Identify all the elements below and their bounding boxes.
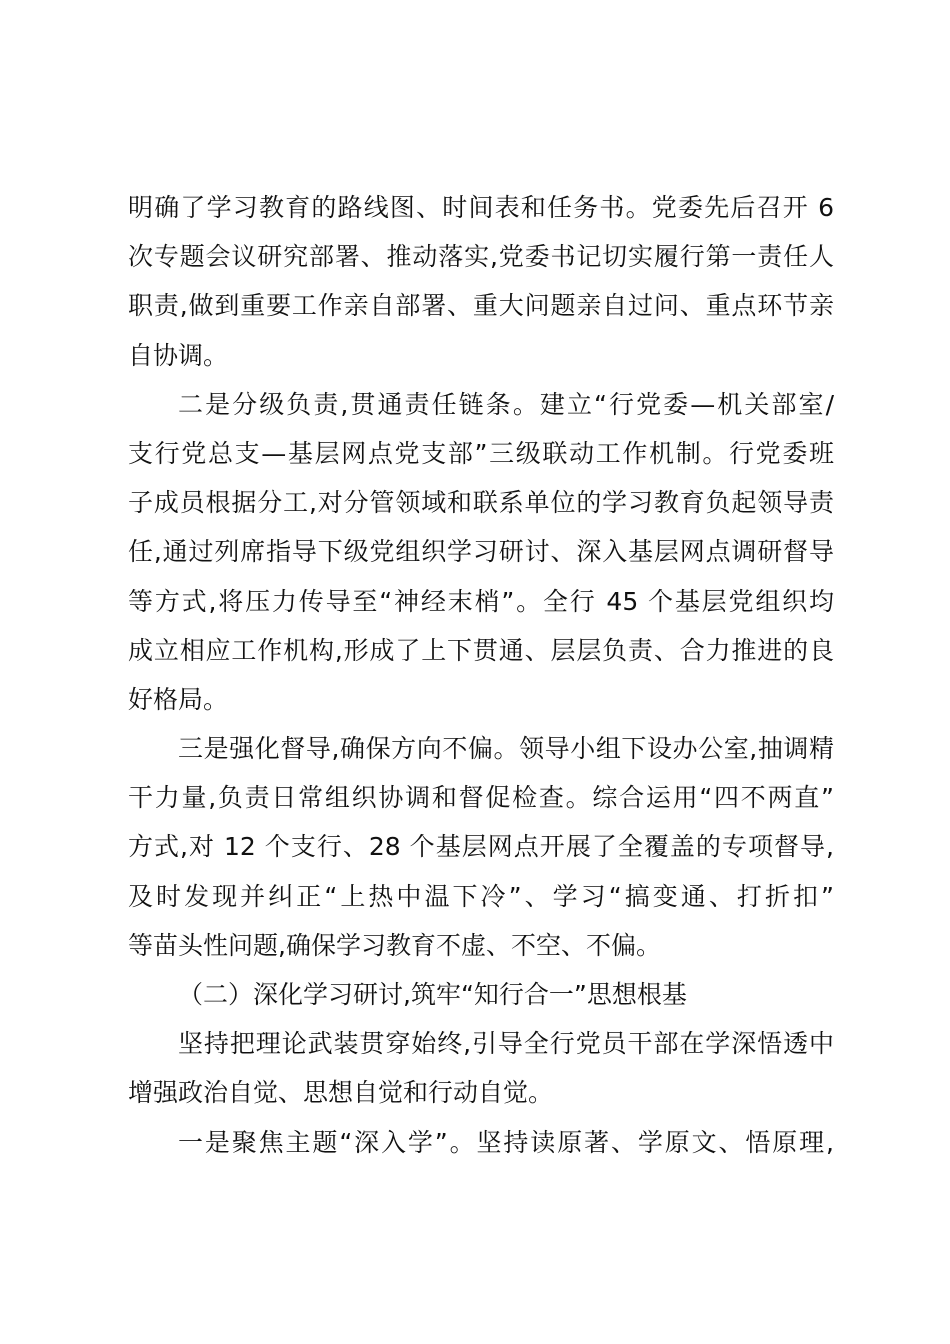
text-line: 干力量,负责日常组织协调和督促检查。综合运用“四不两直” bbox=[128, 783, 834, 813]
text-line: 职责,做到重要工作亲自部署、重大问题亲自过问、重点环节亲 bbox=[128, 291, 834, 321]
text-line: 任,通过列席指导下级党组织学习研讨、深入基层网点调研督导 bbox=[128, 537, 834, 567]
text-line: 成立相应工作机构,形成了上下贯通、层层负责、合力推进的良 bbox=[128, 635, 834, 665]
paragraph-start-line: 二是分级负责,贯通责任链条。建立“行党委—机关部室/ bbox=[178, 389, 834, 419]
text-line: 支行党总支—基层网点党支部”三级联动工作机制。行党委班 bbox=[128, 438, 834, 468]
text-line: 好格局。 bbox=[128, 684, 229, 714]
text-line: 明确了学习教育的路线图、时间表和任务书。党委先后召开 6 bbox=[128, 193, 834, 222]
text-line: 方式,对 12 个支行、28 个基层网点开展了全覆盖的专项督导, bbox=[128, 832, 834, 862]
paragraph-start-line: 坚持把理论武装贯穿始终,引导全行党员干部在学深悟透中 bbox=[178, 1029, 834, 1059]
text-line: 增强政治自觉、思想自觉和行动自觉。 bbox=[128, 1078, 554, 1108]
text-line: 及时发现并纠正“上热中温下冷”、学习“搞变通、打折扣” bbox=[128, 881, 834, 911]
body-text bbox=[128, 183, 834, 1167]
text-line: 次专题会议研究部署、推动落实,党委书记切实履行第一责任人 bbox=[128, 242, 834, 272]
paragraph-start-line: 三是强化督导,确保方向不偏。领导小组下设办公室,抽调精 bbox=[178, 734, 834, 764]
text-line: 等方式,将压力传导至“神经末梢”。全行 45 个基层党组织均 bbox=[128, 586, 834, 616]
section-heading: （二）深化学习研讨,筑牢“知行合一”思想根基 bbox=[178, 980, 687, 1009]
text-line: 子成员根据分工,对分管领域和联系单位的学习教育负起领导责 bbox=[128, 488, 834, 518]
text-line: 自协调。 bbox=[128, 340, 229, 370]
text-line: 等苗头性问题,确保学习教育不虚、不空、不偏。 bbox=[128, 930, 661, 960]
paragraph-start-line: 一是聚焦主题“深入学”。坚持读原著、学原文、悟原理, bbox=[178, 1127, 834, 1157]
